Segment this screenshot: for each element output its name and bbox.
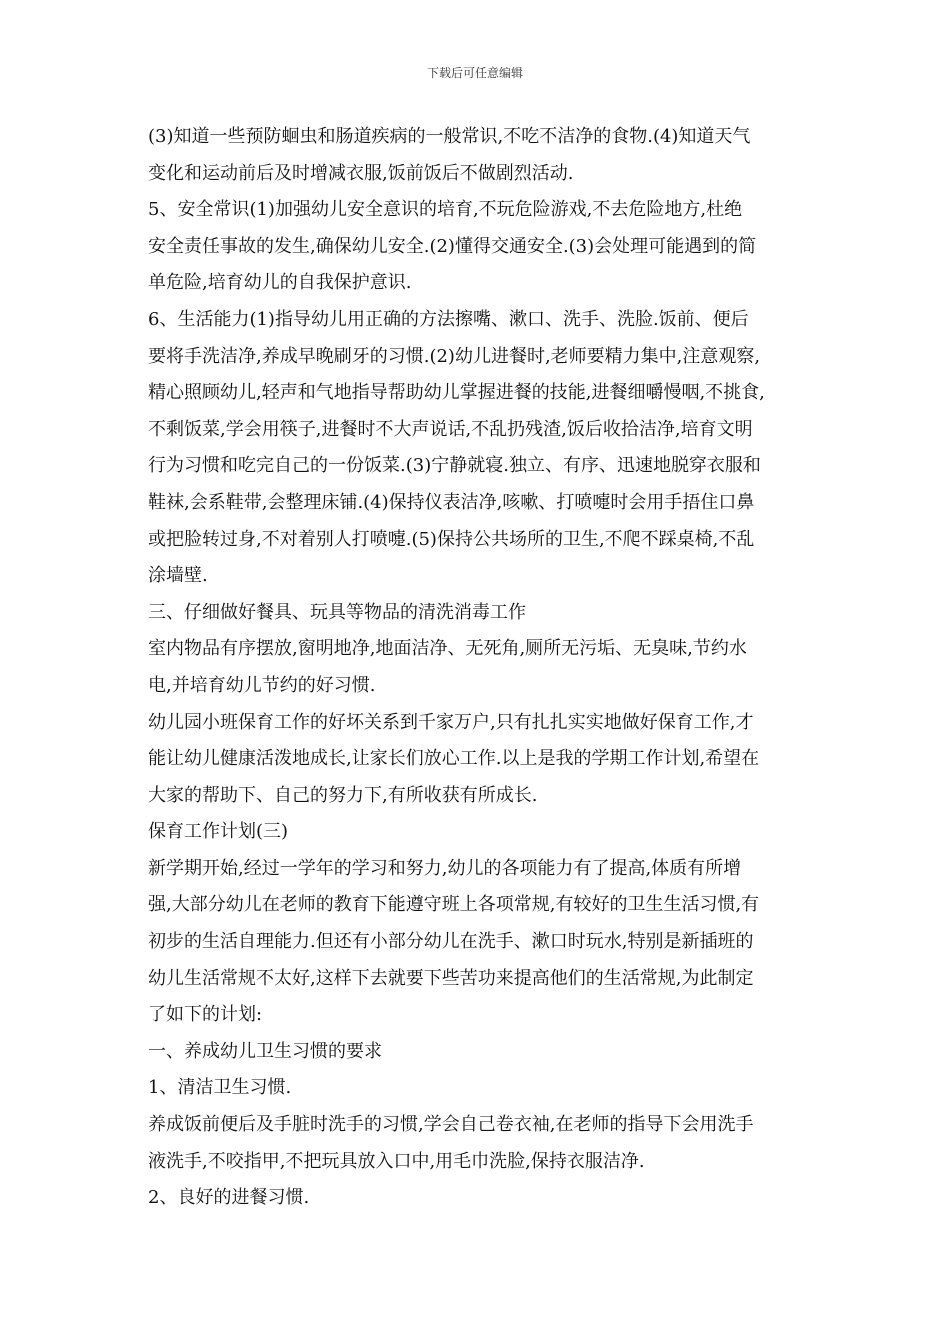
text-line: 5、安全常识(1)加强幼儿安全意识的培育,不玩危险游戏,不去危险地方,杜绝 bbox=[148, 199, 743, 221]
text-line: 涂墙壁. bbox=[148, 565, 208, 587]
text-line: 2、良好的进餐习惯. bbox=[148, 1187, 310, 1209]
text-line: 精心照顾幼儿,轻声和气地指导帮助幼儿掌握进餐的技能,进餐细嚼慢咽,不挑食, bbox=[148, 382, 765, 404]
text-line: 室内物品有序摆放,窗明地净,地面洁净、无死角,厕所无污垢、无臭味,节约水 bbox=[148, 638, 747, 660]
text-line: 或把脸转过身,不对着别人打喷嚏.(5)保持公共场所的卫生,不爬不踩桌椅,不乱 bbox=[148, 528, 755, 550]
text-line: 强,大部分幼儿在老师的教育下能遵守班上各项常规,有较好的卫生生活习惯,有 bbox=[148, 894, 760, 916]
text-line: (3)知道一些预防蛔虫和肠道疾病的一般常识,不吃不洁净的食物.(4)知道天气 bbox=[148, 126, 751, 147]
text-line: 能让幼儿健康活泼地成长,让家长们放心工作.以上是我的学期工作计划,希望在 bbox=[148, 748, 760, 770]
text-line: 鞋袜,会系鞋带,会整理床铺.(4)保持仪表洁净,咳嗽、打喷嚏时会用手捂住口鼻 bbox=[148, 491, 755, 513]
text-line: 1、清洁卫生习惯. bbox=[148, 1077, 292, 1099]
text-line: 行为习惯和吃完自己的一份饭菜.(3)宁静就寝.独立、有序、迅速地脱穿衣服和 bbox=[148, 455, 761, 477]
text-line: 变化和运动前后及时增减衣服,饭前饭后不做剧烈活动. bbox=[148, 162, 574, 184]
text-line: 大家的帮助下、自己的努力下,有所收获有所成长. bbox=[148, 784, 538, 806]
text-line: 一、养成幼儿卫生习惯的要求 bbox=[148, 1040, 382, 1062]
text-line: 三、仔细做好餐具、玩具等物品的清洗消毒工作 bbox=[148, 601, 526, 623]
text-line: 要将手洗洁净,养成早晚刷牙的习惯.(2)幼儿进餐时,老师要精力集中,注意观察, bbox=[148, 345, 761, 367]
text-line: 不剩饭菜,学会用筷子,进餐时不大声说话,不乱扔残渣,饭后收拾洁净,培育文明 bbox=[148, 418, 753, 440]
text-line: 幼儿园小班保育工作的好坏关系到千家万户,只有扎扎实实地做好保育工作,才 bbox=[148, 711, 754, 733]
text-line: 养成饭前便后及手脏时洗手的习惯,学会自己卷衣袖,在老师的指导下会用洗手 bbox=[148, 1114, 754, 1136]
document-body bbox=[148, 119, 808, 1217]
text-line: 液洗手,不咬指甲,不把玩具放入口中,用毛巾洗脸,保持衣服洁净. bbox=[148, 1150, 645, 1172]
text-line: 幼儿生活常规不太好,这样下去就要下些苦功来提高他们的生活常规,为此制定 bbox=[148, 967, 754, 989]
page-header: 下载后可任意编辑 bbox=[426, 66, 523, 80]
text-line: 保育工作计划(三) bbox=[148, 821, 289, 843]
text-line: 新学期开始,经过一学年的学习和努力,幼儿的各项能力有了提高,体质有所增 bbox=[148, 857, 742, 879]
text-line: 初步的生活自理能力.但还有小部分幼儿在洗手、漱口时玩水,特别是新插班的 bbox=[148, 931, 754, 953]
text-line: 安全责任事故的发生,确保幼儿安全.(2)懂得交通安全.(3)会处理可能遇到的简 bbox=[148, 235, 757, 257]
text-line: 6、生活能力(1)指导幼儿用正确的方法擦嘴、漱口、洗手、洗脸.饭前、便后 bbox=[148, 308, 749, 330]
text-line: 了如下的计划: bbox=[148, 1004, 263, 1026]
text-line: 单危险,培育幼儿的自我保护意识. bbox=[148, 272, 412, 294]
text-line: 电,并培育幼儿节约的好习惯. bbox=[148, 674, 376, 696]
